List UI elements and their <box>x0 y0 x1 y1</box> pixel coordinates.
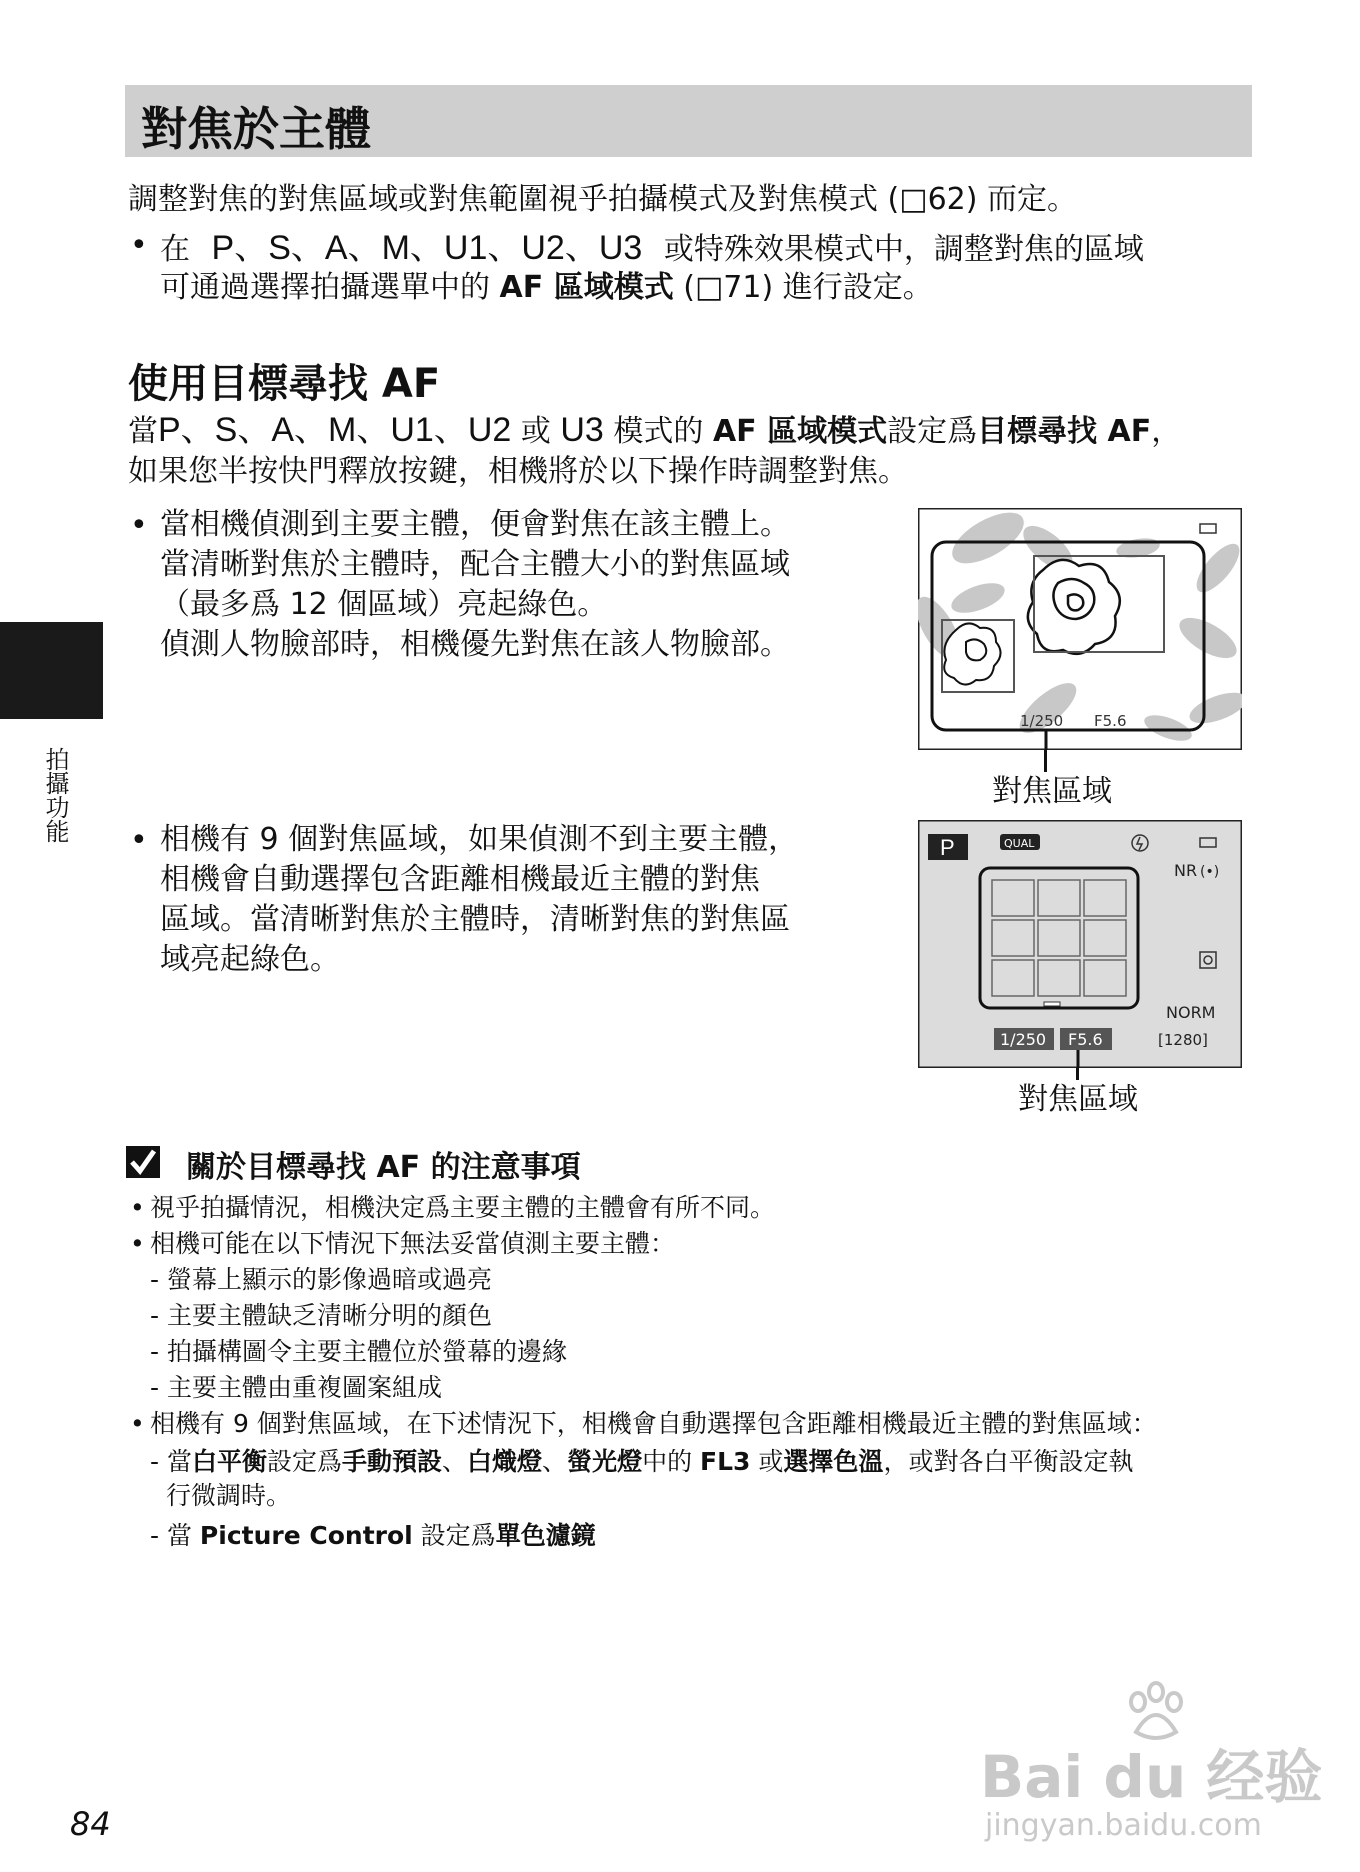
note-sub-list <box>150 1262 567 1406</box>
note-heading: 關於目標尋找 AF 的注意事項 <box>186 1150 581 1185</box>
camera-screen-figure-1 <box>918 508 1242 750</box>
section-intro-line2: 如果您半按快門釋放按鍵，相機將於以下操作時調整對焦。 <box>128 454 908 489</box>
figure2-pointer <box>1076 1068 1079 1080</box>
section-heading: 使用目標尋找 AF <box>128 361 441 407</box>
list-item: - 主要主體缺乏清晰分明的顏色 <box>150 1301 492 1330</box>
note-bullet1: 視乎拍攝情況，相機決定爲主要主體的主體會有所不同。 <box>150 1193 776 1222</box>
page-number: 84 <box>70 1805 111 1843</box>
camera-screen-figure-2 <box>918 820 1242 1068</box>
list-item: - 主要主體由重複圖案組成 <box>150 1373 442 1402</box>
figure2-caption: 對焦區域 <box>1018 1082 1138 1117</box>
figure2-aperture: F5.6 <box>1068 1030 1103 1049</box>
mode-list: P、S、A、M、U1、U2、U3 <box>211 229 643 267</box>
page-title: 對焦於主體 <box>141 102 371 156</box>
note-bullet-dot: • <box>130 1229 145 1258</box>
figure1-aperture: F5.6 <box>1094 712 1127 730</box>
watermark-url: jingyan.baidu.com <box>985 1808 1262 1843</box>
side-tab-label: 拍攝功能 <box>41 747 69 843</box>
note-bullet3: 相機有 9 個對焦區域，在下述情況下，相機會自動選擇包含距離相機最近主體的對焦區域： <box>150 1409 1157 1438</box>
figure1-caption: 對焦區域 <box>992 774 1112 809</box>
note-sub3a-line2: 行微調時。 <box>166 1481 292 1510</box>
figure2-qual: QUAL <box>1004 837 1035 850</box>
bullet-dot: • <box>130 508 148 543</box>
list-item: - 拍攝構圖令主要主體位於螢幕的邊緣 <box>150 1337 567 1366</box>
bullet3-text: 相機有 9 個對焦區域，如果偵測不到主要主體， 相機會自動選擇包含距離相機最近主體的對焦 區域。當清晰對焦於主體時，清晰對焦的對焦區 域亮起綠色。 <box>160 822 799 977</box>
figure2-nr: NR <box>1174 861 1198 880</box>
watermark-brand: Bai du 经验 <box>980 1743 1323 1811</box>
figure2-norm: NORM <box>1166 1003 1216 1022</box>
title-bar <box>125 85 1252 157</box>
note-bullet2: 相機可能在以下情況下無法妥當偵測主要主體： <box>150 1229 676 1258</box>
bullet-dot: • <box>130 228 148 263</box>
list-item: - 螢幕上顯示的影像過暗或過亮 <box>150 1265 492 1294</box>
svg-text:(•): (•) <box>1200 864 1220 880</box>
figure2-illustration <box>918 820 1242 1068</box>
note-bullet-dot: • <box>130 1409 145 1438</box>
bullet-dot: • <box>130 823 148 858</box>
note-bullet-dot: • <box>130 1193 145 1222</box>
figure1-shutter: 1/250 <box>1020 712 1064 730</box>
bullet2-text: 當相機偵測到主要主體，便會對焦在該主體上。 當清晰對焦於主體時，配合主體大小的對焦區域 （最多爲 12 個區域）亮起綠色。 偵測人物臉部時，相機優先對焦在該人物臉部。 <box>160 507 790 662</box>
checkmark-icon <box>126 1146 160 1178</box>
figure1-illustration <box>918 508 1242 750</box>
note-sub3b: - 當 Picture Control 設定爲單色濾鏡 <box>150 1521 596 1550</box>
figure1-pointer <box>1044 750 1047 772</box>
bullet1-line2: 可通過選擇拍攝選單中的 AF 區域模式 (□71) 進行設定。 <box>160 270 933 305</box>
figure2-shutter: 1/250 <box>1000 1030 1047 1049</box>
note-sub3a: - 當白平衡設定爲手動預設、白熾燈、螢光燈中的 FL3 或選擇色溫，或對各白平衡設定執 <box>150 1447 1134 1476</box>
section-intro-line1: 當P、S、A、M、U1、U2 或 U3 模式的 AF 區域模式設定爲目標尋找 AF， <box>128 411 1182 449</box>
side-tab-marker <box>0 622 103 719</box>
figure2-mode: P <box>940 835 955 860</box>
figure2-count: [1280] <box>1158 1031 1208 1049</box>
intro-text: 調整對焦的對焦區域或對焦範圍視乎拍攝模式及對焦模式 (□62) 而定。 <box>128 182 1077 217</box>
bullet1-line1: 在 P、S、A、M、U1、U2、U3 或特殊效果模式中，調整對焦的區域 <box>160 229 1144 267</box>
